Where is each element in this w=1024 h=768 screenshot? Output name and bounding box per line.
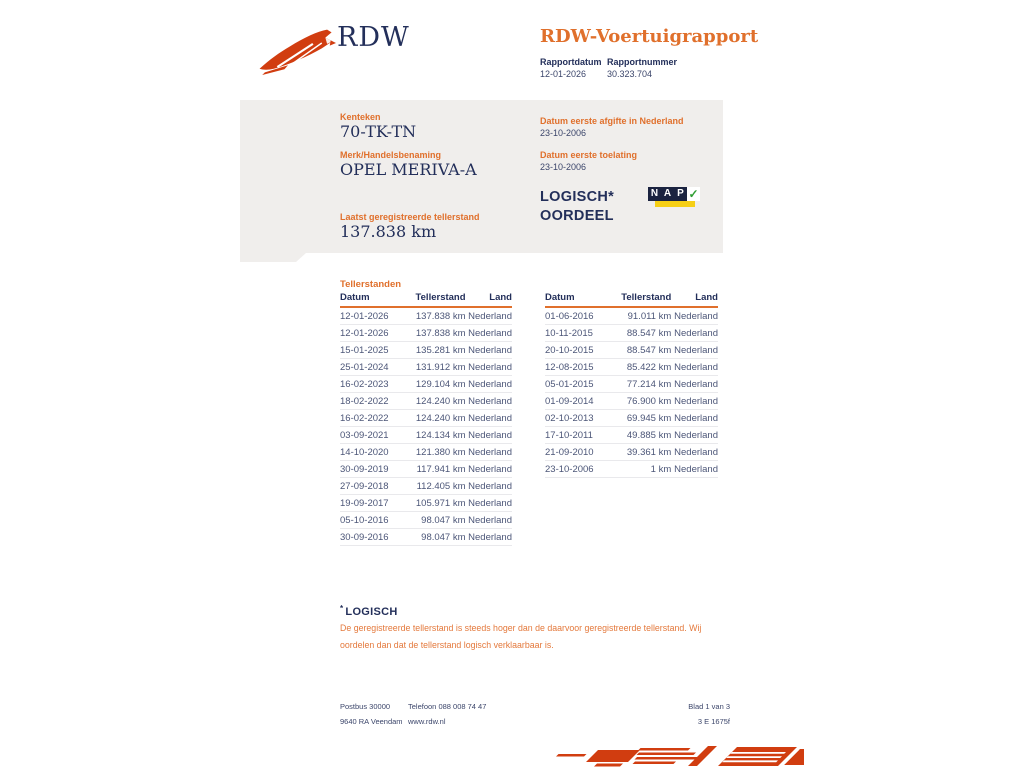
table-row xyxy=(340,393,512,410)
report-number-label: Rapportnummer xyxy=(607,57,678,67)
report-date-label: Rapportdatum xyxy=(540,57,602,67)
tellerstand-cell: 39.361 km xyxy=(607,444,671,461)
tellerstand-cell: 137.838 km xyxy=(402,325,466,342)
merk-value: OPEL MERIVA-A xyxy=(340,160,477,179)
table-row xyxy=(340,342,512,359)
table-row xyxy=(545,393,718,410)
nap-letter-a: A xyxy=(661,187,674,201)
tellerstand-cell: 112.405 km xyxy=(402,478,466,495)
datum-cell: 17-10-2011 xyxy=(545,427,607,444)
land-cell: Nederland xyxy=(466,410,512,427)
tellerstanden-title: Tellerstanden xyxy=(340,279,402,290)
table-row xyxy=(545,325,718,342)
land-cell: Nederland xyxy=(466,512,512,529)
table-row xyxy=(340,529,512,546)
oordeel-verdict xyxy=(540,188,614,226)
table-row xyxy=(340,359,512,376)
oordeel-line1: LOGISCH* xyxy=(540,189,615,205)
tellerstand-cell: 69.945 km xyxy=(607,410,671,427)
land-cell: Nederland xyxy=(671,427,718,444)
datum-cell: 12-01-2026 xyxy=(340,307,402,325)
land-cell: Nederland xyxy=(466,307,512,325)
page-title: RDW-Voertuigrapport xyxy=(540,26,759,47)
datum-cell: 30-09-2016 xyxy=(340,529,402,546)
tellerstand-cell: 49.885 km xyxy=(607,427,671,444)
footer-website-link[interactable]: www.rdw.nl xyxy=(408,717,446,726)
datum-cell: 25-01-2024 xyxy=(340,359,402,376)
datum-cell: 16-02-2023 xyxy=(340,376,402,393)
land-cell: Nederland xyxy=(466,478,512,495)
report-number-value: 30.323.704 xyxy=(607,69,653,79)
land-cell: Nederland xyxy=(671,359,718,376)
footer-address-line1: Postbus 30000 xyxy=(340,702,391,711)
kenteken-value: 70-TK-TN xyxy=(340,122,417,141)
datum-cell: 23-10-2006 xyxy=(545,461,607,478)
col-datum: Datum xyxy=(340,291,402,307)
datum-cell: 12-08-2015 xyxy=(545,359,607,376)
datum-cell: 16-02-2022 xyxy=(340,410,402,427)
land-cell: Nederland xyxy=(466,376,512,393)
tellerstand-cell: 124.240 km xyxy=(402,393,466,410)
rdw-eagle-logo-icon xyxy=(256,27,336,75)
land-cell: Nederland xyxy=(671,307,718,325)
table-row xyxy=(340,325,512,342)
table-row xyxy=(340,512,512,529)
nap-letter-p: P xyxy=(674,187,687,201)
table-row xyxy=(545,376,718,393)
datum-cell: 05-01-2015 xyxy=(545,376,607,393)
col-tellerstand: Tellerstand xyxy=(402,291,466,307)
datum-cell: 21-09-2010 xyxy=(545,444,607,461)
tellerstand-cell: 135.281 km xyxy=(402,342,466,359)
tellerstand-cell: 88.547 km xyxy=(607,342,671,359)
tellerstand-cell: 98.047 km xyxy=(402,512,466,529)
table-row xyxy=(545,359,718,376)
land-cell: Nederland xyxy=(671,461,718,478)
datum-cell: 20-10-2015 xyxy=(545,342,607,359)
table-row xyxy=(545,410,718,427)
land-cell: Nederland xyxy=(466,359,512,376)
table-row xyxy=(340,410,512,427)
tellerstand-cell: 91.011 km xyxy=(607,307,671,325)
nap-checkmark-icon: ✓ xyxy=(688,187,699,201)
land-cell: Nederland xyxy=(466,444,512,461)
tellerstand-cell: 77.214 km xyxy=(607,376,671,393)
tellerstand-cell: 85.422 km xyxy=(607,359,671,376)
table-row xyxy=(545,342,718,359)
table-header-row xyxy=(545,291,718,307)
datum-cell: 01-06-2016 xyxy=(545,307,607,325)
table-row xyxy=(545,307,718,325)
land-cell: Nederland xyxy=(466,495,512,512)
footer-form-code: 3 E 1675f xyxy=(697,717,730,726)
tellerstand-cell: 76.900 km xyxy=(607,393,671,410)
datum-cell: 12-01-2026 xyxy=(340,325,402,342)
land-cell: Nederland xyxy=(466,461,512,478)
tellerstanden-table-left xyxy=(340,291,512,546)
tellerstand-label: Laatst geregistreerde tellerstand xyxy=(340,212,480,222)
land-cell: Nederland xyxy=(671,325,718,342)
datum-cell: 18-02-2022 xyxy=(340,393,402,410)
land-cell: Nederland xyxy=(671,410,718,427)
footer-page-indicator: Blad 1 van 3 xyxy=(688,702,730,711)
tellerstand-cell: 121.380 km xyxy=(402,444,466,461)
toelating-value: 23-10-2006 xyxy=(540,162,587,172)
logisch-heading-text: LOGISCH xyxy=(345,606,398,618)
rdw-logo-text: RDW xyxy=(337,22,410,53)
nap-logo-icon xyxy=(648,187,698,209)
table-row xyxy=(545,461,718,478)
tellerstand-cell: 105.971 km xyxy=(402,495,466,512)
table-row xyxy=(340,461,512,478)
tellerstanden-table-right xyxy=(545,291,718,478)
land-cell: Nederland xyxy=(466,393,512,410)
table-row xyxy=(545,427,718,444)
datum-cell: 02-10-2013 xyxy=(545,410,607,427)
datum-cell: 27-09-2018 xyxy=(340,478,402,495)
datum-cell: 01-09-2014 xyxy=(545,393,607,410)
table-row xyxy=(340,444,512,461)
tellerstand-cell: 98.047 km xyxy=(402,529,466,546)
summary-box-tab xyxy=(240,253,306,262)
tellerstand-cell: 124.240 km xyxy=(402,410,466,427)
table-row xyxy=(340,376,512,393)
land-cell: Nederland xyxy=(466,427,512,444)
datum-cell: 10-11-2015 xyxy=(545,325,607,342)
oordeel-line2: OORDEEL xyxy=(540,208,614,224)
afgifte-value: 23-10-2006 xyxy=(540,128,587,138)
footer-address-line2: 9640 RA Veendam xyxy=(340,717,403,726)
table-row xyxy=(340,427,512,444)
logisch-explanation-heading xyxy=(340,604,398,618)
col-tellerstand: Tellerstand xyxy=(607,291,671,307)
tellerstand-cell: 88.547 km xyxy=(607,325,671,342)
tellerstand-value: 137.838 km xyxy=(340,222,437,241)
table-row xyxy=(340,478,512,495)
datum-cell: 19-09-2017 xyxy=(340,495,402,512)
tellerstand-cell: 117.941 km xyxy=(402,461,466,478)
tellerstand-cell: 124.134 km xyxy=(402,427,466,444)
kenteken-label: Kenteken xyxy=(340,112,381,122)
land-cell: Nederland xyxy=(671,444,718,461)
merk-label: Merk/Handelsbenaming xyxy=(340,150,442,160)
table-row xyxy=(340,307,512,325)
datum-cell: 14-10-2020 xyxy=(340,444,402,461)
col-land: Land xyxy=(671,291,718,307)
nap-letter-n: N xyxy=(648,187,661,201)
rdw-stripes-graphic-icon xyxy=(548,744,804,768)
table-row xyxy=(545,444,718,461)
tellerstand-cell: 129.104 km xyxy=(402,376,466,393)
toelating-label: Datum eerste toelating xyxy=(540,150,638,160)
land-cell: Nederland xyxy=(671,393,718,410)
land-cell: Nederland xyxy=(671,376,718,393)
land-cell: Nederland xyxy=(466,529,512,546)
asterisk: * xyxy=(340,604,344,613)
table-row xyxy=(340,495,512,512)
land-cell: Nederland xyxy=(671,342,718,359)
tellerstand-cell: 1 km xyxy=(607,461,671,478)
table-header-row xyxy=(340,291,512,307)
report-date-value: 12-01-2026 xyxy=(540,69,587,79)
tellerstand-cell: 131.912 km xyxy=(402,359,466,376)
col-datum: Datum xyxy=(545,291,607,307)
logisch-explanation-body: De geregistreerde tellerstand is steeds hoger dan de daarvoor geregistreerde tellerstand. Wij oordelen dan dat de tellerstand logisch verklaarbaar is. xyxy=(340,623,702,650)
land-cell: Nederland xyxy=(466,342,512,359)
datum-cell: 30-09-2019 xyxy=(340,461,402,478)
tellerstand-cell: 137.838 km xyxy=(402,307,466,325)
datum-cell: 05-10-2016 xyxy=(340,512,402,529)
datum-cell: 15-01-2025 xyxy=(340,342,402,359)
datum-cell: 03-09-2021 xyxy=(340,427,402,444)
footer-phone: Telefoon 088 008 74 47 xyxy=(408,702,487,711)
col-land: Land xyxy=(466,291,512,307)
afgifte-label: Datum eerste afgifte in Nederland xyxy=(540,116,684,126)
land-cell: Nederland xyxy=(466,325,512,342)
